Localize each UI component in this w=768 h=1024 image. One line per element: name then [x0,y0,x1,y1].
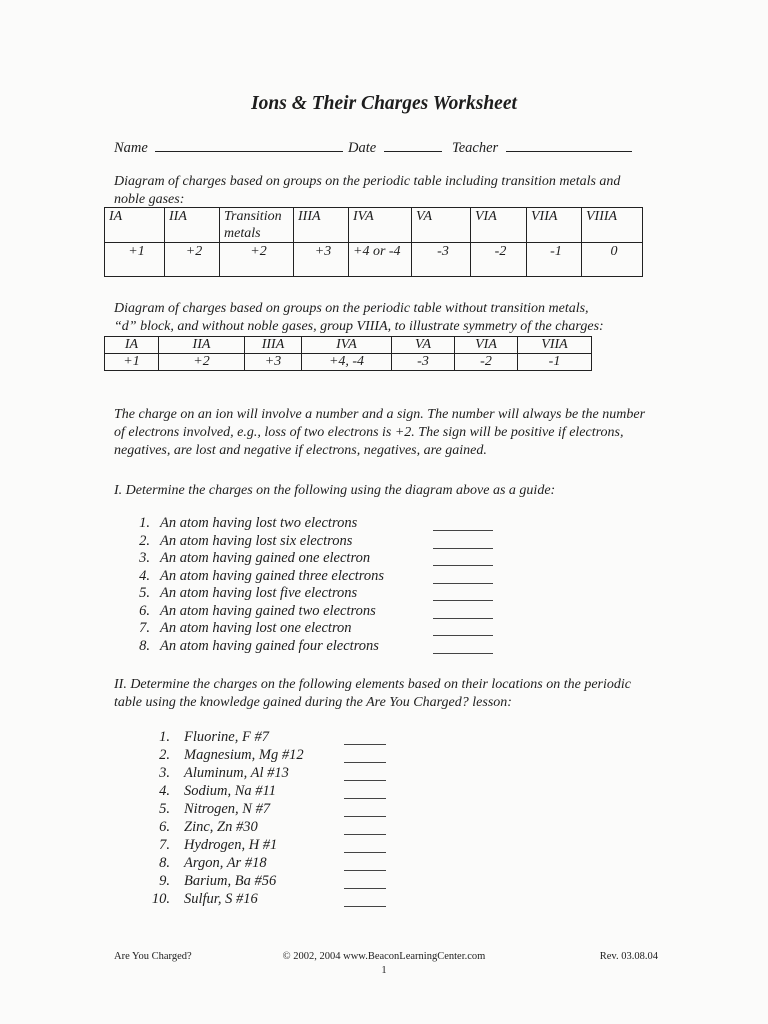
table2-header-cell: VA [392,337,455,354]
table1-header-row [105,208,643,243]
list-item: 3. Aluminum, Al #13 [148,765,393,783]
charges-table-symmetric [104,336,592,371]
list-item: 7. Hydrogen, H #1 [148,837,393,855]
list-item: 5. An atom having lost five electrons [128,585,508,603]
table2-header-cell: IIIA [245,337,302,354]
teacher-row [452,137,632,157]
list-item: 2. An atom having lost six electrons [128,533,508,551]
list-item: 2. Magnesium, Mg #12 [148,747,393,765]
table1-header-cell: VIIIA [582,208,643,243]
list-item-text: Magnesium, Mg #12 [184,747,304,763]
answer-blank[interactable] [344,743,386,745]
list-item: 4. Sodium, Na #11 [148,783,393,801]
table1-charge-cell: -1 [527,243,582,277]
answer-blank[interactable] [433,652,493,654]
table1-header-cell: IVA [349,208,412,243]
page-title: Ions & Their Charges Worksheet [251,93,517,114]
table1-charge-cell: +1 [105,243,165,277]
table1-charge-cell: +3 [294,243,349,277]
list-item-text: Nitrogen, N #7 [184,801,271,817]
table1-header-cell: VIIA [527,208,582,243]
page-number: 1 [381,965,387,976]
table2-header-cell: VIA [455,337,518,354]
section2-heading: II. Determine the charges on the following elements based on their locations on the periodic table using the knowledge gained during the Are You Charged? lesson: [114,677,631,710]
answer-blank[interactable] [344,797,386,799]
table2-charge-cell: +2 [159,354,245,371]
name-row [114,137,343,157]
list-item-text: An atom having gained three electrons [160,567,385,584]
charges-table-full [104,207,643,277]
section1-list [128,515,508,665]
date-field[interactable] [384,137,442,152]
table2-header-cell: IIA [159,337,245,354]
list-item-text: Argon, Ar #18 [184,855,267,871]
intro-paragraph: The charge on an ion will involve a number and a sign. The number will always be the number of electrons involved, e.g., loss of two electrons is +2. The sign will be positive if electrons, negatives, are lost and negative if electrons, negatives, are gained. [114,407,646,458]
table2-charge-cell: -2 [455,354,518,371]
list-item: 6. Zinc, Zn #30 [148,819,393,837]
answer-blank[interactable] [433,547,493,549]
table2-caption-line2: “d” block, and without noble gases, group VIIIA, to illustrate symmetry of the charges: [114,319,604,334]
table2-charge-cell: +3 [245,354,302,371]
list-item: 1. Fluorine, F #7 [148,729,393,747]
table2-charge-cell: -3 [392,354,455,371]
table2-charge-row [105,354,592,371]
footer-center: © 2002, 2004 www.BeaconLearningCenter.com [282,951,486,962]
table1-charge-row [105,243,643,277]
answer-blank[interactable] [344,761,386,763]
table1-charge-cell: 0 [582,243,643,277]
answer-blank[interactable] [344,887,386,889]
list-item-text: An atom having lost one electron [160,620,352,636]
table2-charge-cell: -1 [518,354,592,371]
footer-left: Are You Charged? [114,951,192,962]
table1-header-cell: IIIA [294,208,349,243]
table1-charge-cell: +2 [165,243,220,277]
table1-header-cell: Transition metals [220,208,294,243]
list-item-text: Sodium, Na #11 [184,783,276,799]
list-item-text: An atom having lost two electrons [160,515,358,531]
list-item: 1. An atom having lost two electrons [128,515,508,533]
answer-blank[interactable] [344,869,386,871]
list-item: 4. An atom having gained three electrons [128,568,508,586]
table1-charge-cell: +4 or -4 [349,243,412,277]
list-item: 6. An atom having gained two electrons [128,603,508,621]
table1-caption: Diagram of charges based on groups on the periodic table including transition metals and noble gases: [114,174,621,207]
list-item-text: Hydrogen, H #1 [184,837,278,853]
list-item-text: Sulfur, S #16 [184,891,258,907]
list-item: 10. Sulfur, S #16 [148,891,393,909]
answer-blank[interactable] [344,815,386,817]
list-item: 9. Barium, Ba #56 [148,873,393,891]
list-item-text: Fluorine, F #7 [184,729,269,745]
date-label: Date [348,140,377,156]
list-item-text: An atom having gained one electron [160,550,371,566]
table2-charge-cell: +1 [105,354,159,371]
footer-right: Rev. 03.08.04 [599,951,658,962]
table2-header-row [105,337,592,354]
answer-blank[interactable] [433,529,493,531]
answer-blank[interactable] [433,617,493,619]
list-item: 5. Nitrogen, N #7 [148,801,393,819]
answer-blank[interactable] [344,905,386,907]
answer-blank[interactable] [433,582,493,584]
answer-blank[interactable] [344,779,386,781]
table2-header-cell: VIIA [518,337,592,354]
list-item-text: An atom having gained four electrons [160,637,379,654]
table1-header-cell: IIA [165,208,220,243]
name-label: Name [114,140,148,156]
table1-header-cell: VIA [471,208,527,243]
list-item-text: Zinc, Zn #30 [184,819,258,835]
answer-blank[interactable] [344,851,386,853]
table2-caption [114,300,674,336]
list-item: 8. An atom having gained four electrons [128,638,508,656]
table2-header-cell: IVA [302,337,392,354]
table2-charge-cell: +4, -4 [302,354,392,371]
teacher-field[interactable] [506,137,632,152]
answer-blank[interactable] [433,564,493,566]
list-item: 7. An atom having lost one electron [128,620,508,638]
table2-header-cell: IA [105,337,159,354]
answer-blank[interactable] [433,599,493,601]
table2-caption-line1: Diagram of charges based on groups on the periodic table without transition metals, [114,301,589,316]
answer-blank[interactable] [433,634,493,636]
section2-list [148,729,393,909]
date-row [348,137,442,157]
name-field[interactable] [155,137,343,152]
list-item-text: An atom having lost five electrons [160,585,358,601]
answer-blank[interactable] [344,833,386,835]
list-item-text: Barium, Ba #56 [184,873,277,889]
list-item: 3. An atom having gained one electron [128,550,508,568]
section1-heading: I. Determine the charges on the following using the diagram above as a guide: [114,483,556,498]
list-item: 8. Argon, Ar #18 [148,855,393,873]
table1-header-cell: IA [105,208,165,243]
list-item-text: Aluminum, Al #13 [184,765,289,781]
table1-charge-cell: -2 [471,243,527,277]
list-item-text: An atom having gained two electrons [160,602,376,619]
table1-header-cell: VA [412,208,471,243]
teacher-label: Teacher [452,140,499,156]
table1-charge-cell: -3 [412,243,471,277]
list-item-text: An atom having lost six electrons [160,532,353,549]
table1-charge-cell: +2 [220,243,294,277]
